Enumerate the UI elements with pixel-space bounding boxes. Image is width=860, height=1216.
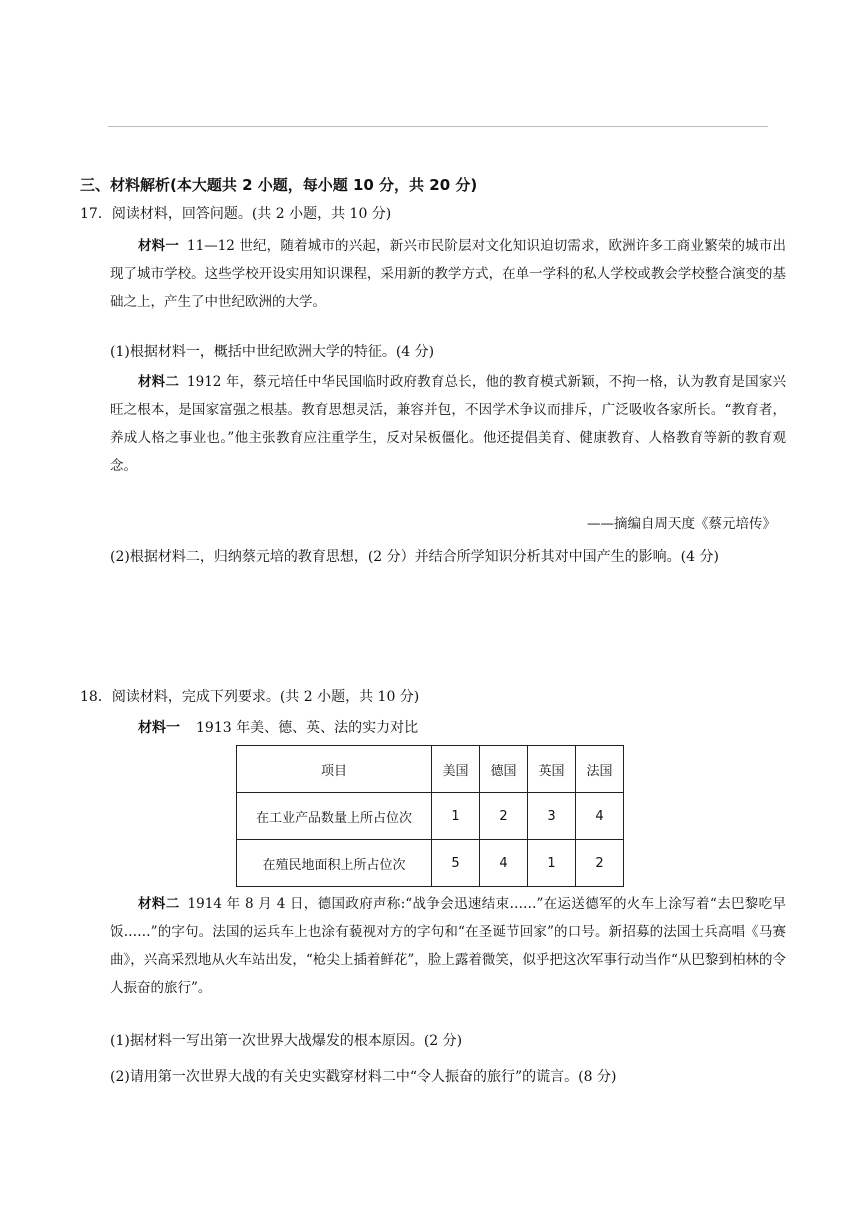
table-header-row [237, 746, 624, 793]
q17-m2-label: 材料二 [138, 374, 180, 390]
table-header: 德国 [480, 746, 528, 793]
strength-comparison-table [236, 745, 624, 887]
table-header: 法国 [576, 746, 624, 793]
table-header: 英国 [528, 746, 576, 793]
table-cell: 2 [576, 840, 624, 887]
q18-m1-title: 1913 年美、德、英、法的实力对比 [196, 720, 419, 736]
header-rule [108, 126, 768, 127]
q17-m2-source: ——摘编自周天度《蔡元培传》 [587, 516, 776, 532]
table-cell: 3 [528, 793, 576, 840]
q18-sub-question-1: (1)据材料一写出第一次世界大战爆发的根本原因。(2 分) [110, 1033, 463, 1049]
table-cell: 在工业产品数量上所占位次 [237, 793, 432, 840]
q18-material-1 [138, 717, 418, 737]
q18-material-2 [110, 890, 786, 1002]
q17-stem: 17．阅读材料，回答问题。(共 2 小题，共 10 分) [80, 206, 392, 222]
q17-m1-label: 材料一 [138, 238, 180, 254]
q17-sub-question-2: (2)根据材料二，归纳蔡元培的教育思想，(2 分）并结合所学知识分析其对中国产生的影响。(4 分) [110, 549, 719, 565]
table-cell: 在殖民地面积上所占位次 [237, 840, 432, 887]
table-row [237, 840, 624, 887]
table-cell: 2 [480, 793, 528, 840]
section-heading: 三、材料解析(本大题共 2 小题，每小题 10 分，共 20 分) [80, 176, 478, 194]
q17-sub-question-1: (1)根据材料一，概括中世纪欧洲大学的特征。(4 分) [110, 344, 435, 360]
table-cell: 4 [576, 793, 624, 840]
q18-sub-question-2: (2)请用第一次世界大战的有关史实戳穿材料二中“令人振奋的旅行”的谎言。(8 分) [110, 1069, 617, 1085]
q18-stem: 18．阅读材料，完成下列要求。(共 2 小题，共 10 分) [80, 689, 420, 705]
q17-m2-text: 1912 年，蔡元培任中华民国临时政府教育总长，他的教育模式新颖，不拘一格，认为教育是国家兴旺之根本，是国家富强之根基。教育思想灵活，兼容并包，不因学术争议而排斥，广泛吸收各家所长。“教育者，养成人格之事业也。”他主张教育应注重学生，反对呆板僵化。他还提倡美育、健康教育、人格教育等新的教育观念。 [110, 374, 787, 474]
table-cell: 1 [432, 793, 480, 840]
q17-material-1 [110, 232, 786, 316]
table-header: 美国 [432, 746, 480, 793]
q18-m2-text: 1914 年 8 月 4 日，德国政府声称:“战争会迅速结束……”在运送德军的火车上涂写着“去巴黎吃早饭……”的字句。法国的运兵车上也涂有藐视对方的字句和“在圣诞节回家”的口号。新招募的法国士兵高唱《马赛曲》，兴高采烈地从火车站出发，“枪尖上插着鲜花”，脸上露着微笑，似乎把这次军事行动当作“从巴黎到柏林的令人振奋的旅行”。 [110, 896, 787, 996]
q17-m1-text: 11—12 世纪，随着城市的兴起，新兴市民阶层对文化知识迫切需求，欧洲许多工商业繁荣的城市出现了城市学校。这些学校开设实用知识课程，采用新的教学方式，在单一学科的私人学校或教会学校整合演变的基础之上，产生了中世纪欧洲的大学。 [110, 238, 786, 310]
table-cell: 4 [480, 840, 528, 887]
table-header: 项目 [237, 746, 432, 793]
table-cell: 1 [528, 840, 576, 887]
q17-material-2 [110, 368, 786, 480]
q18-m2-label: 材料二 [138, 896, 180, 912]
q18-m1-label: 材料一 [138, 720, 180, 736]
table-row [237, 793, 624, 840]
table-cell: 5 [432, 840, 480, 887]
